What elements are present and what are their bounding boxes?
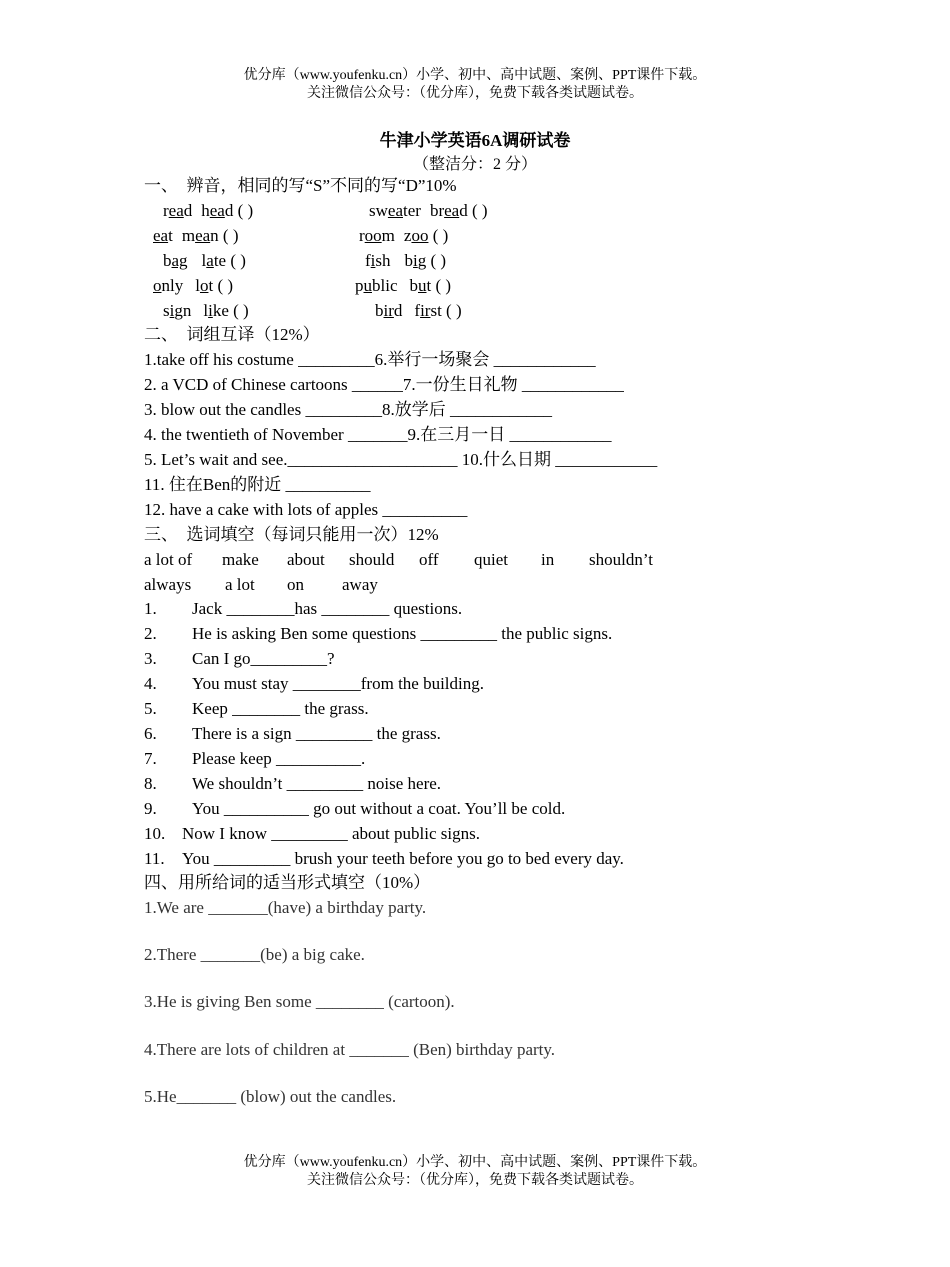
phonics-word: but: [409, 276, 432, 295]
item-text: You _________ brush your teeth before you go to bed every day.: [182, 849, 624, 868]
word-bank-word: quiet: [474, 550, 508, 569]
translation-item: 3. blow out the candles _________8.放学后 ____________: [144, 400, 552, 419]
phonics-pair: [359, 225, 448, 247]
answer-brackets[interactable]: ( ): [218, 226, 239, 245]
phonics-pair: [153, 225, 238, 247]
phonics-word: first: [414, 301, 442, 320]
item-text: Now I know _________ about public signs.: [182, 824, 480, 843]
phonics-word: zoo: [403, 226, 429, 245]
word-bank-word: shouldn’t: [589, 550, 653, 569]
phonics-word: only: [153, 276, 184, 295]
item-text: Please keep __________.: [192, 749, 366, 768]
answer-brackets[interactable]: ( ): [426, 251, 447, 270]
phonics-word: fish: [365, 251, 391, 270]
phonics-word: like: [203, 301, 229, 320]
section-4-heading: 四、用所给词的适当形式填空（10%）: [144, 873, 431, 892]
word-bank-word: in: [541, 550, 555, 569]
item-text: Keep ________ the grass.: [192, 699, 369, 718]
item-text: There is a sign _________ the grass.: [192, 724, 441, 743]
answer-brackets[interactable]: ( ): [226, 251, 246, 270]
phonics-pair: [163, 250, 246, 272]
fill-blank-item: [144, 598, 462, 620]
fill-blank-item: [144, 773, 441, 795]
item-number: 5.: [144, 699, 157, 718]
phonics-pair: [369, 200, 488, 222]
item-text: Jack ________has ________ questions.: [192, 599, 463, 618]
word-bank-word: a lot of: [144, 550, 193, 569]
page-header: [0, 67, 950, 103]
item-number: 6.: [144, 724, 157, 743]
answer-brackets[interactable]: ( ): [228, 301, 249, 320]
word-form-item: 2.There _______(be) a big cake.: [144, 945, 365, 964]
page-title: 牛津小学英语6A调研试卷: [379, 131, 571, 150]
item-number: 3.: [144, 649, 157, 668]
phonics-word: head: [201, 201, 234, 220]
word-form-item: 5.He_______ (blow) out the candles.: [144, 1087, 397, 1106]
word-bank-word: away: [342, 575, 378, 594]
item-text: He is asking Ben some questions _________ the public signs.: [192, 624, 613, 643]
answer-brackets[interactable]: ( ): [467, 201, 488, 220]
footer-line-2: 关注微信公众号：（优分库），免费下载各类试题试卷。: [307, 1173, 643, 1188]
phonics-word: sign: [163, 301, 192, 320]
word-bank-row-1: [144, 549, 653, 571]
answer-brackets[interactable]: ( ): [233, 201, 254, 220]
section-2-heading: 二、 词组互译（12%）: [144, 325, 320, 344]
phonics-word: bread: [429, 201, 468, 220]
translation-item: 2. a VCD of Chinese cartoons ______7.一份生日礼物 ____________: [144, 375, 624, 394]
phonics-pair: [355, 275, 451, 297]
fill-blank-item: [144, 648, 335, 670]
header-line-1: 优分库（www.youfenku.cn）小学、初中、高中试题、案例、PPT课件下载。: [243, 68, 707, 83]
item-text: You __________ go out without a coat. You’ll be cold.: [192, 799, 566, 818]
phonics-word: bird: [375, 301, 403, 320]
answer-brackets[interactable]: ( ): [431, 276, 452, 295]
page-subtitle: （整洁分：2 分）: [412, 156, 537, 173]
word-form-item: 4.There are lots of children at _______ (Ben) birthday party.: [144, 1040, 556, 1059]
answer-brackets[interactable]: ( ): [428, 226, 449, 245]
item-number: 1.: [144, 599, 157, 618]
phonics-word: big: [404, 251, 427, 270]
phonics-pair: [375, 300, 462, 322]
header-line-2: 关注微信公众号：（优分库），免费下载各类试题试卷。: [307, 86, 643, 101]
phonics-word: mean: [181, 226, 219, 245]
translation-item: 12. have a cake with lots of apples __________: [144, 500, 468, 519]
fill-blank-item: [144, 623, 612, 645]
phonics-pair: [153, 275, 233, 297]
word-bank-word: a lot: [225, 575, 255, 594]
item-number: 10.: [144, 824, 166, 843]
phonics-word: public: [355, 276, 398, 295]
phonics-word: lot: [195, 276, 214, 295]
word-bank-word: make: [222, 550, 259, 569]
phonics-word: sweater: [369, 201, 421, 220]
word-bank-word: off: [419, 550, 439, 569]
fill-blank-item: [144, 723, 441, 745]
phonics-word: read: [163, 201, 193, 220]
fill-blank-item: [144, 748, 365, 770]
section-1-heading: 一、 辨音，相同的写“S”不同的写“D”10%: [144, 176, 457, 195]
phonics-word: late: [201, 251, 227, 270]
fill-blank-item: [144, 848, 624, 870]
fill-blank-item: [144, 823, 480, 845]
footer-line-1: 优分库（www.youfenku.cn）小学、初中、高中试题、案例、PPT课件下载。: [243, 1155, 707, 1170]
item-number: 8.: [144, 774, 157, 793]
phonics-pair: [163, 200, 253, 222]
translation-item: 1.take off his costume _________6.举行一场聚会 ____________: [144, 350, 596, 369]
word-bank-word: should: [349, 550, 395, 569]
word-bank-word: always: [144, 575, 192, 594]
fill-blank-item: [144, 798, 565, 820]
translation-item: 11. 住在Ben的附近 __________: [144, 475, 371, 494]
item-text: We shouldn’t _________ noise here.: [192, 774, 442, 793]
fill-blank-item: [144, 673, 484, 695]
item-number: 11.: [144, 849, 165, 868]
item-number: 4.: [144, 674, 157, 693]
word-bank-word: about: [287, 550, 325, 569]
answer-brackets[interactable]: ( ): [441, 301, 462, 320]
phonics-pair: [365, 250, 446, 272]
word-bank-row-2: [144, 574, 378, 596]
phonics-word: eat: [153, 226, 173, 245]
word-form-item: 3.He is giving Ben some ________ (cartoon).: [144, 992, 455, 1011]
word-bank-word: on: [287, 575, 304, 594]
item-number: 7.: [144, 749, 157, 768]
item-text: You must stay ________from the building.: [192, 674, 485, 693]
translation-item: 4. the twentieth of November _______9.在三月一日 ____________: [144, 425, 612, 444]
answer-brackets[interactable]: ( ): [213, 276, 234, 295]
word-form-item: 1.We are _______(have) a birthday party.: [144, 898, 427, 917]
phonics-word: bag: [163, 251, 188, 270]
phonics-pair: [163, 300, 249, 322]
item-number: 9.: [144, 799, 157, 818]
page-footer: [0, 1154, 950, 1190]
translation-item: 5. Let’s wait and see.____________________ 10.什么日期 ____________: [144, 450, 658, 469]
fill-blank-item: [144, 698, 369, 720]
item-text: Can I go_________?: [192, 649, 335, 668]
section-3-heading: 三、 选词填空（每词只能用一次）12%: [144, 525, 439, 544]
item-number: 2.: [144, 624, 157, 643]
phonics-word: room: [359, 226, 395, 245]
